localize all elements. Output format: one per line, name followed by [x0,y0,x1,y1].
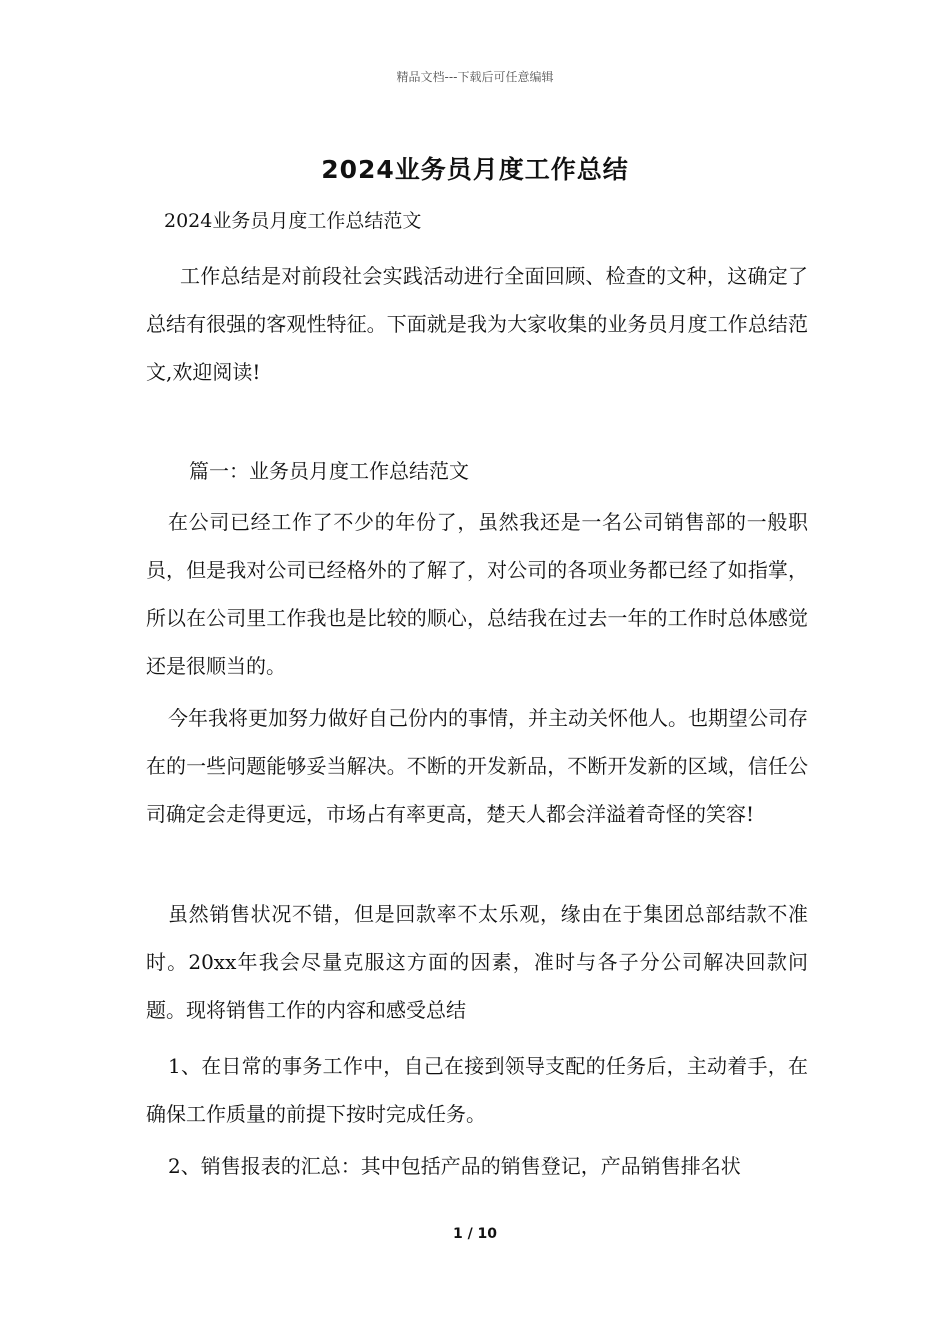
page-number: 1 / 10 [452,1226,498,1242]
document-title: 2024业务员月度工作总结 [321,155,629,184]
section-heading: 篇一：业务员月度工作总结范文 [189,459,469,483]
body-paragraph-1: 在公司已经工作了不少的年份了，虽然我还是一名公司销售部的一般职员，但是我对公司已经格外的了解了，对公司的各项业务都已经了如指掌，所以在公司里工作我也是比较的顺心，总结我在过去一年的工作时总体感觉还是很顺当的。 [146,510,808,678]
list-item-2: 2、销售报表的汇总：其中包括产品的销售登记，产品销售排名状 [168,1154,741,1178]
document-subtitle: 2024业务员月度工作总结范文 [164,210,422,232]
body-paragraph-2: 今年我将更加努力做好自己份内的事情，并主动关怀他人。也期望公司存在的一些问题能够妥当解决。不断的开发新品，不断开发新的区域，信任公司确定会走得更远，市场占有率更高，楚天人都会洋溢着奇怪的笑容! [146,706,808,826]
list-item-1: 1、在日常的事务工作中，自己在接到领导支配的任务后，主动着手，在确保工作质量的前提下按时完成任务。 [146,1054,808,1126]
body-paragraph-3: 虽然销售状况不错，但是回款率不太乐观，缘由在于集团总部结款不准时。20xx年我会尽量克服这方面的因素，准时与各子分公司解决回款问题。现将销售工作的内容和感受总结 [146,902,808,1022]
header-note: 精品文档---下载后可任意编辑 [396,70,554,84]
intro-paragraph: 工作总结是对前段社会实践活动进行全面回顾、检查的文种，这确定了总结有很强的客观性特征。下面就是我为大家收集的业务员月度工作总结范文,欢迎阅读! [146,264,808,384]
